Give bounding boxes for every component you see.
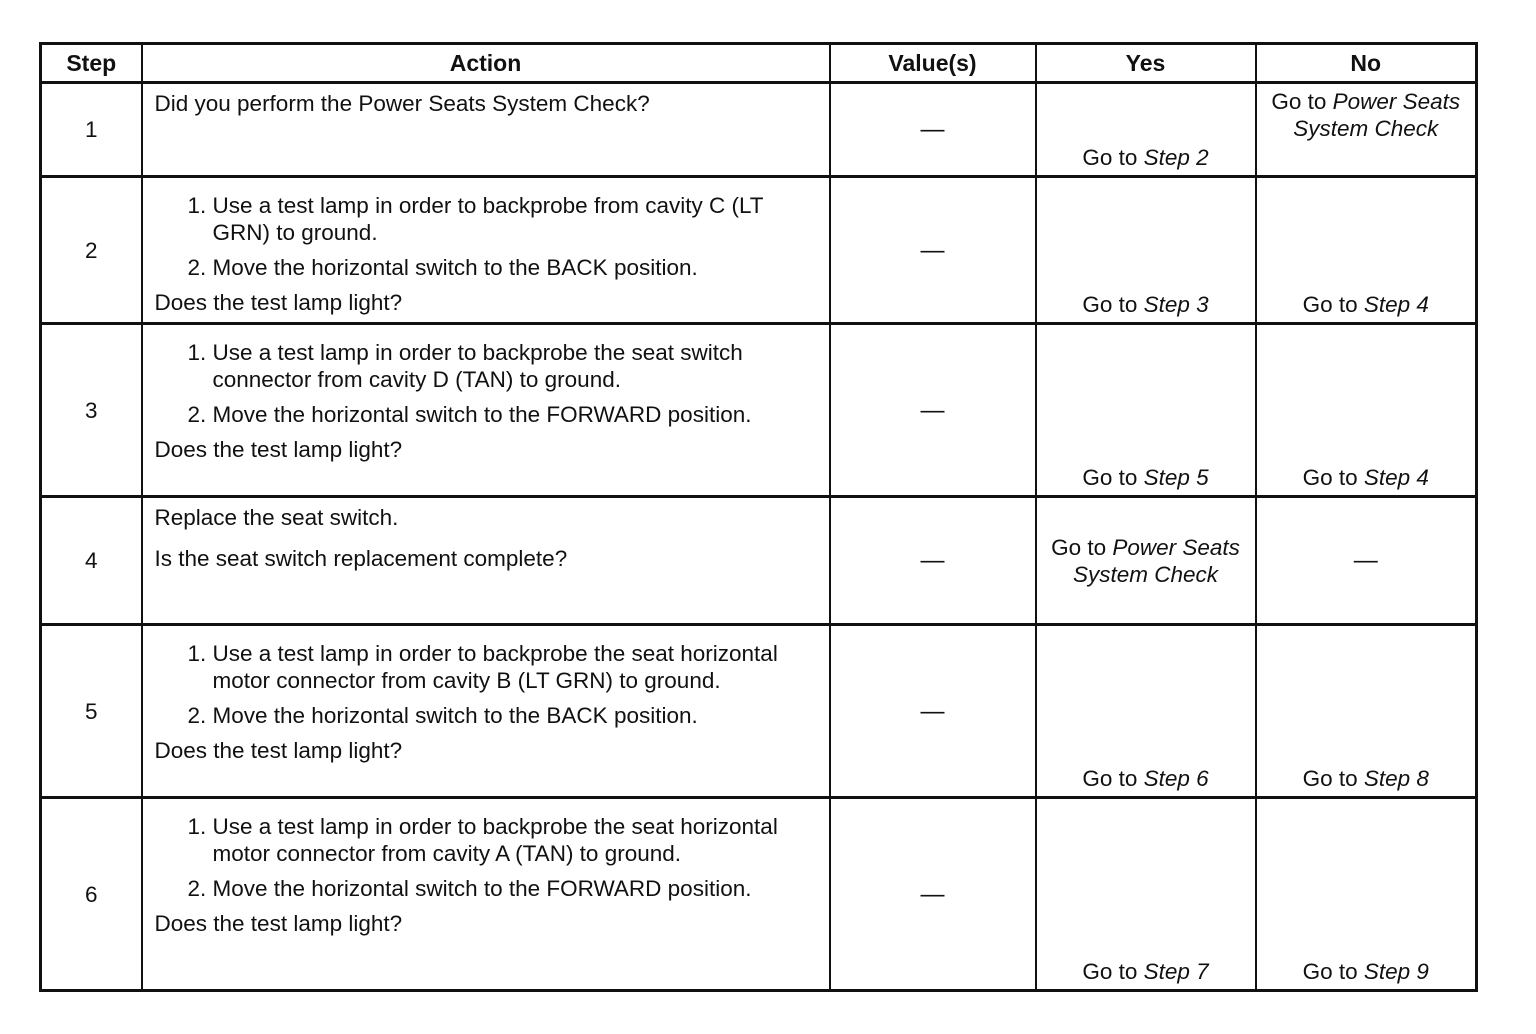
header-no: No xyxy=(1256,44,1477,83)
header-action: Action xyxy=(142,44,830,83)
value-cell: — xyxy=(830,798,1036,991)
no-link[interactable]: Step 4 xyxy=(1363,292,1429,317)
header-yes: Yes xyxy=(1036,44,1256,83)
table-row xyxy=(41,625,1477,798)
step-number: 5 xyxy=(41,625,142,798)
value-cell: — xyxy=(830,83,1036,177)
value-cell: — xyxy=(830,177,1036,324)
substep-list xyxy=(155,192,817,281)
yes-link[interactable]: Step 5 xyxy=(1143,465,1209,490)
table-row xyxy=(41,324,1477,497)
yes-link[interactable]: Step 7 xyxy=(1143,959,1209,984)
yes-prefix: Go to xyxy=(1082,959,1144,984)
no-link[interactable]: Step 9 xyxy=(1363,959,1429,984)
no-prefix: Go to xyxy=(1302,959,1364,984)
no-link[interactable]: Step 4 xyxy=(1363,465,1429,490)
yes-cell xyxy=(1036,83,1256,177)
action-question: Does the test lamp light? xyxy=(154,437,403,462)
action-lead: Replace the seat switch. xyxy=(154,505,399,530)
yes-prefix: Go to xyxy=(1051,534,1113,560)
action-cell xyxy=(142,324,830,497)
substep-list xyxy=(155,339,817,428)
action-lead: Did you perform the Power Seats System Check? xyxy=(154,91,650,116)
step-number: 2 xyxy=(41,177,142,324)
diagnostic-table xyxy=(39,42,1478,992)
yes-link[interactable]: Step 2 xyxy=(1143,145,1209,170)
no-cell xyxy=(1256,83,1477,177)
step-number: 1 xyxy=(41,83,142,177)
yes-cell xyxy=(1036,177,1256,324)
substep-item: 1. Use a test lamp in order to backprobe the seat horizontal motor connector from cavity B (LT GRN) to ground. xyxy=(213,640,817,694)
no-prefix: Go to xyxy=(1302,766,1364,791)
action-question: Does the test lamp light? xyxy=(154,738,403,763)
step-number: 4 xyxy=(41,497,142,625)
substep-item: 1. Use a test lamp in order to backprobe from cavity C (LT GRN) to ground. xyxy=(213,192,817,246)
substep-item: 1. Use a test lamp in order to backprobe the seat switch connector from cavity D (TAN) to ground. xyxy=(213,339,817,393)
table-row xyxy=(41,177,1477,324)
value-cell: — xyxy=(830,625,1036,798)
substep-item: 2. Move the horizontal switch to the BACK position. xyxy=(213,702,817,729)
header-values: Value(s) xyxy=(830,44,1036,83)
yes-prefix: Go to xyxy=(1082,292,1144,317)
yes-prefix: Go to xyxy=(1082,145,1144,170)
yes-cell xyxy=(1036,625,1256,798)
no-link[interactable]: Step 8 xyxy=(1363,766,1429,791)
no-cell: — xyxy=(1256,497,1477,625)
no-cell xyxy=(1256,177,1477,324)
paragraph-gap xyxy=(155,531,817,545)
substep-item: 2. Move the horizontal switch to the BACK position. xyxy=(213,254,817,281)
yes-link[interactable]: Power Seats System Check xyxy=(1072,534,1240,587)
action-question: Does the test lamp light? xyxy=(154,911,403,936)
table-row xyxy=(41,798,1477,991)
yes-link[interactable]: Step 6 xyxy=(1143,766,1209,791)
substep-list xyxy=(155,640,817,729)
substep-list xyxy=(155,813,817,902)
step-number: 3 xyxy=(41,324,142,497)
step-number: 6 xyxy=(41,798,142,991)
action-question: Is the seat switch replacement complete? xyxy=(154,546,568,571)
action-cell xyxy=(142,798,830,991)
action-question: Does the test lamp light? xyxy=(154,290,403,315)
no-prefix: Go to xyxy=(1302,465,1364,490)
yes-link[interactable]: Step 3 xyxy=(1143,292,1209,317)
header-step: Step xyxy=(41,44,142,83)
yes-prefix: Go to xyxy=(1082,465,1144,490)
action-cell xyxy=(142,497,830,625)
yes-prefix: Go to xyxy=(1082,766,1144,791)
no-cell xyxy=(1256,625,1477,798)
table-body xyxy=(41,83,1477,991)
no-link[interactable]: Power Seats System Check xyxy=(1293,89,1461,141)
table-header xyxy=(41,44,1477,83)
action-cell xyxy=(142,177,830,324)
table-row xyxy=(41,83,1477,177)
no-prefix: Go to xyxy=(1302,292,1364,317)
no-cell xyxy=(1256,324,1477,497)
value-cell: — xyxy=(830,497,1036,625)
value-cell: — xyxy=(830,324,1036,497)
yes-cell xyxy=(1036,798,1256,991)
substep-item: 1. Use a test lamp in order to backprobe the seat horizontal motor connector from cavity A (TAN) to ground. xyxy=(213,813,817,867)
table-row xyxy=(41,497,1477,625)
yes-cell xyxy=(1036,497,1256,625)
substep-item: 2. Move the horizontal switch to the FORWARD position. xyxy=(213,875,817,902)
yes-cell xyxy=(1036,324,1256,497)
header-row xyxy=(41,44,1477,83)
substep-item: 2. Move the horizontal switch to the FORWARD position. xyxy=(213,401,817,428)
action-cell xyxy=(142,83,830,177)
action-cell xyxy=(142,625,830,798)
no-prefix: Go to xyxy=(1271,89,1333,114)
no-cell xyxy=(1256,798,1477,991)
